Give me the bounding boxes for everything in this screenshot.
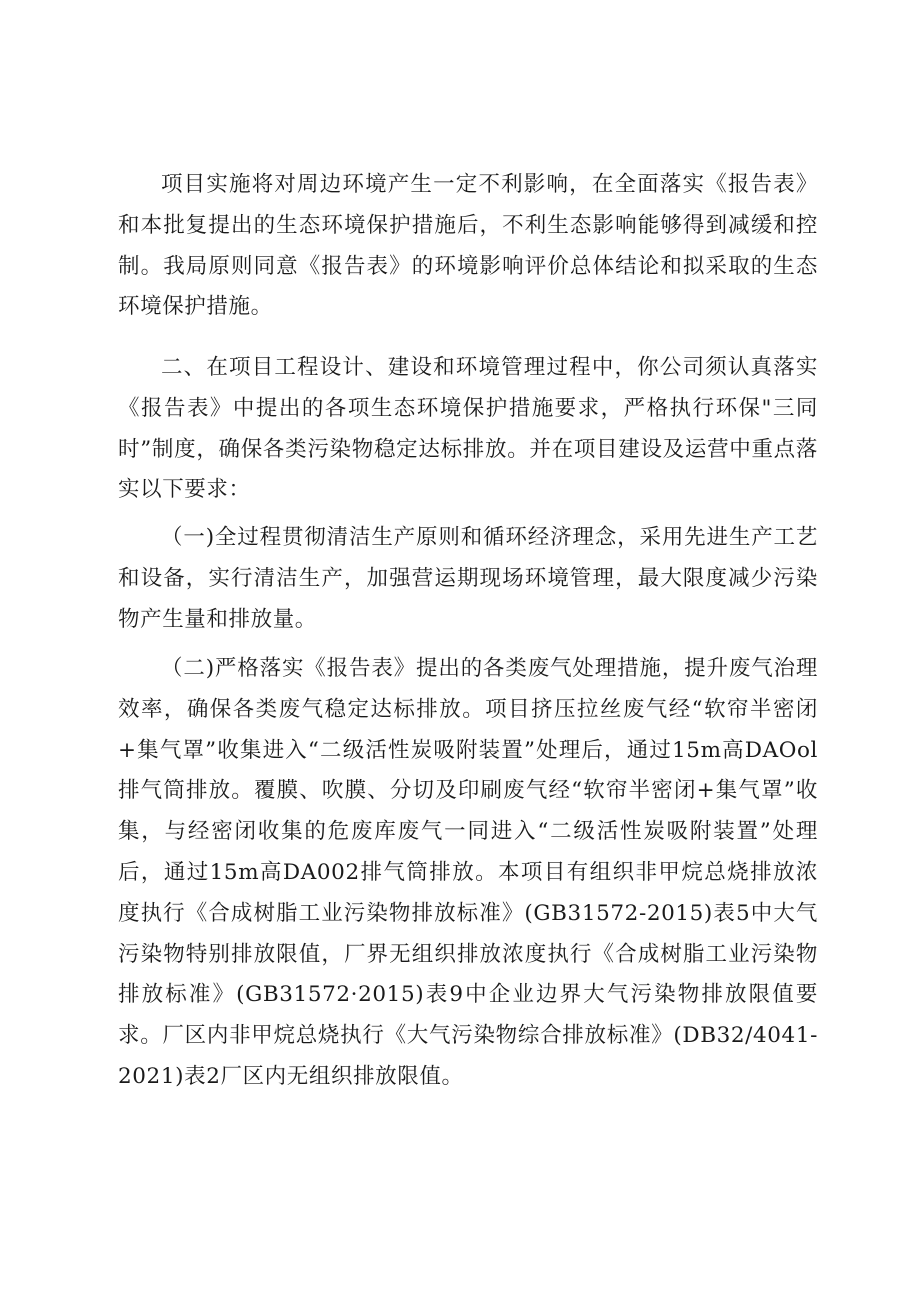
paragraph-item-one: （一)全过程贯彻清洁生产原则和循环经济理念，采用先进生产工艺和设备，实行清洁生产，加强营运期现场环境管理，最大限度减少污染物产生量和排放量。: [118, 525, 818, 632]
paragraph-section-two: 二、在项目工程设计、建设和环境管理过程中，你公司须认真落实《报告表》中提出的各项生态环境保护措施要求，严格执行环保"三同时”制度，确保各类污染物稳定达标排放。并在项目建设及运营中重点落实以下要求：: [118, 355, 818, 503]
paragraph-conclusion: 项目实施将对周边环境产生一定不利影响，在全面落实《报告表》和本批复提出的生态环境保护措施后，不利生态影响能够得到减缓和控制。我局原则同意《报告表》的环境影响评价总体结论和拟采取的生态环境保护措施。: [118, 172, 818, 320]
paragraph-item-two: （二)严格落实《报告表》提出的各类废气处理措施，提升废气治理效率，确保各类废气稳定达标排放。项目挤压拉丝废气经“软帘半密闭+集气罩”收集进入“二级活性炭吸附装置”处理后，通过15m高DAOol排气筒排放。覆膜、吹膜、分切及印刷废气经“软帘半密闭+集气罩”收集，与经密闭收集的危废库废气一同进入“二级活性炭吸附装置”处理后，通过15m高DA002排气筒排放。本项目有组织非甲烷总烧排放浓度执行《合成树脂工业污染物排放标准》(GB31572-2015)表5中大气污染物特别排放限值，厂界无组织排放浓度执行《合成树脂工业污染物排放标准》(GB31572·2015)表9中企业边界大气污染物排放限值要求。厂区内非甲烷总烧执行《大气污染物综合排放标准》(DB32/4041-2021)表2厂区内无组织排放限值。: [118, 656, 818, 1089]
